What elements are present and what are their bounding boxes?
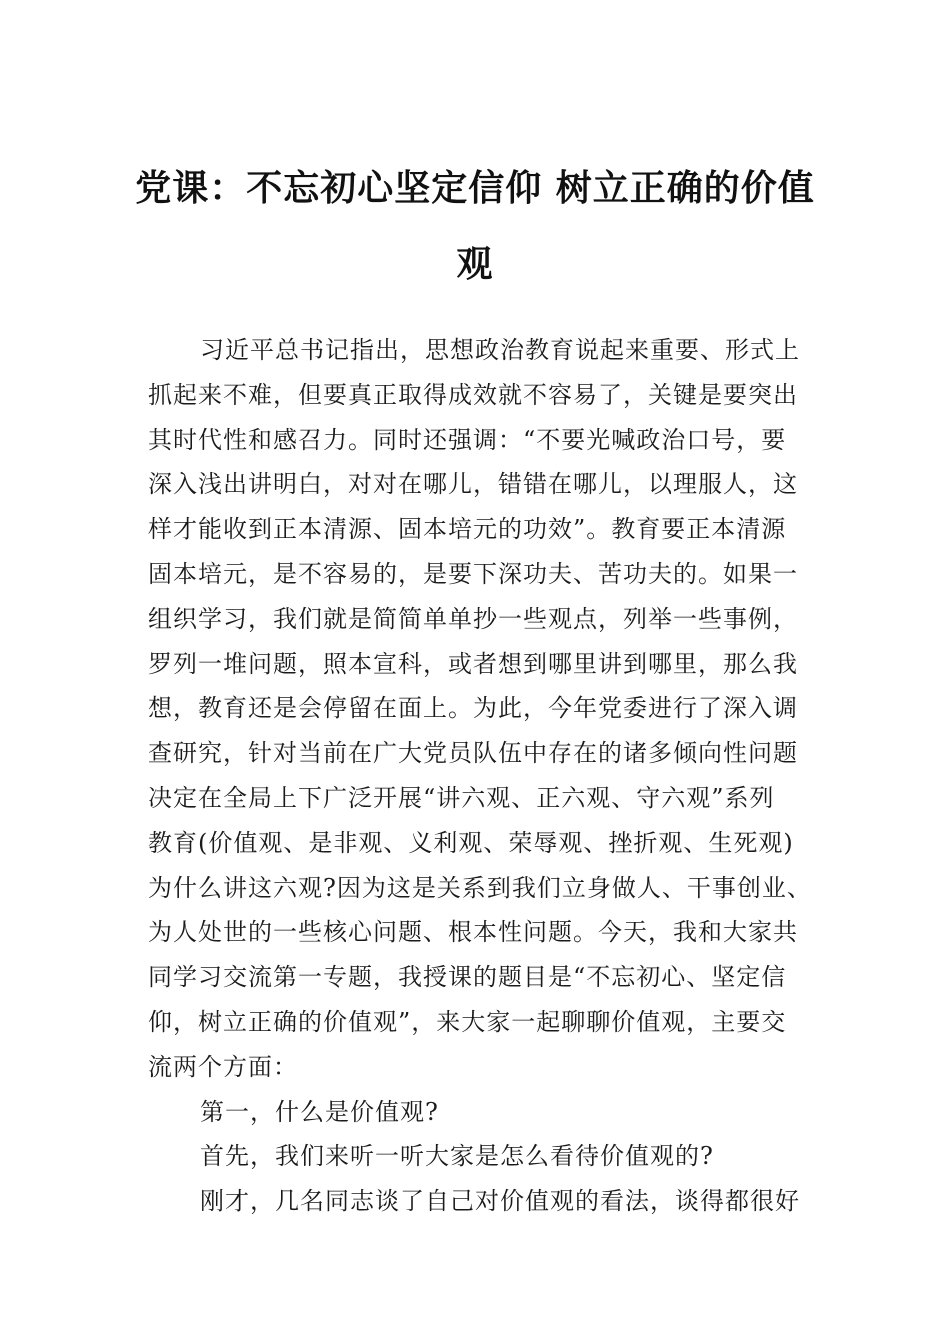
body-line: 想，教育还是会停留在面上。为此，今年党委进行了深入调 xyxy=(148,694,798,723)
body-line: 固本培元，是不容易的，是要下深功夫、苦功夫的。如果一 xyxy=(148,559,798,588)
body-line: 首先，我们来听一听大家是怎么看待价值观的? xyxy=(200,1142,714,1171)
body-line: 教育(价值观、是非观、义利观、荣辱观、挫折观、生死观) xyxy=(148,828,794,857)
body-line: 仰，树立正确的价值观”，来大家一起聊聊价值观，主要交 xyxy=(148,1007,787,1036)
document-title xyxy=(120,150,830,302)
body-line: 为人处世的一些核心问题、根本性问题。今天，我和大家共 xyxy=(148,918,798,947)
title-line-2: 观 xyxy=(456,243,494,285)
body-line: 罗列一堆问题，照本宣科，或者想到哪里讲到哪里，那么我 xyxy=(148,649,798,678)
body-line: 组织学习，我们就是简简单单抄一些观点，列举一些事例， xyxy=(148,604,798,633)
body-line: 样才能收到正本清源、固本培元的功效”。教育要正本清源 xyxy=(148,515,787,544)
title-line-1: 党课：不忘初心坚定信仰 树立正确的价值 xyxy=(135,167,815,209)
document-body xyxy=(148,328,828,1224)
body-line: 习近平总书记指出，思想政治教育说起来重要、形式上 xyxy=(200,336,800,364)
section-heading: 第一，什么是价值观? xyxy=(200,1097,439,1126)
body-line: 其时代性和感召力。同时还强调：“不要光喊政治口号，要 xyxy=(148,425,787,454)
body-line: 刚才，几名同志谈了自己对价值观的看法，谈得都很好 xyxy=(200,1187,800,1216)
body-line: 抓起来不难，但要真正取得成效就不容易了，关键是要突出 xyxy=(148,380,798,409)
body-line: 为什么讲这六观?因为这是关系到我们立身做人、干事创业、 xyxy=(148,873,812,902)
body-line: 查研究，针对当前在广大党员队伍中存在的诸多倾向性问题 xyxy=(148,739,798,768)
body-line: 决定在全局上下广泛开展“讲六观、正六观、守六观”系列 xyxy=(148,783,775,812)
body-line: 流两个方面： xyxy=(148,1052,298,1081)
body-line: 深入浅出讲明白，对对在哪儿，错错在哪儿，以理服人，这 xyxy=(148,470,798,499)
body-line: 同学习交流第一专题，我授课的题目是“不忘初心、坚定信 xyxy=(148,963,787,992)
